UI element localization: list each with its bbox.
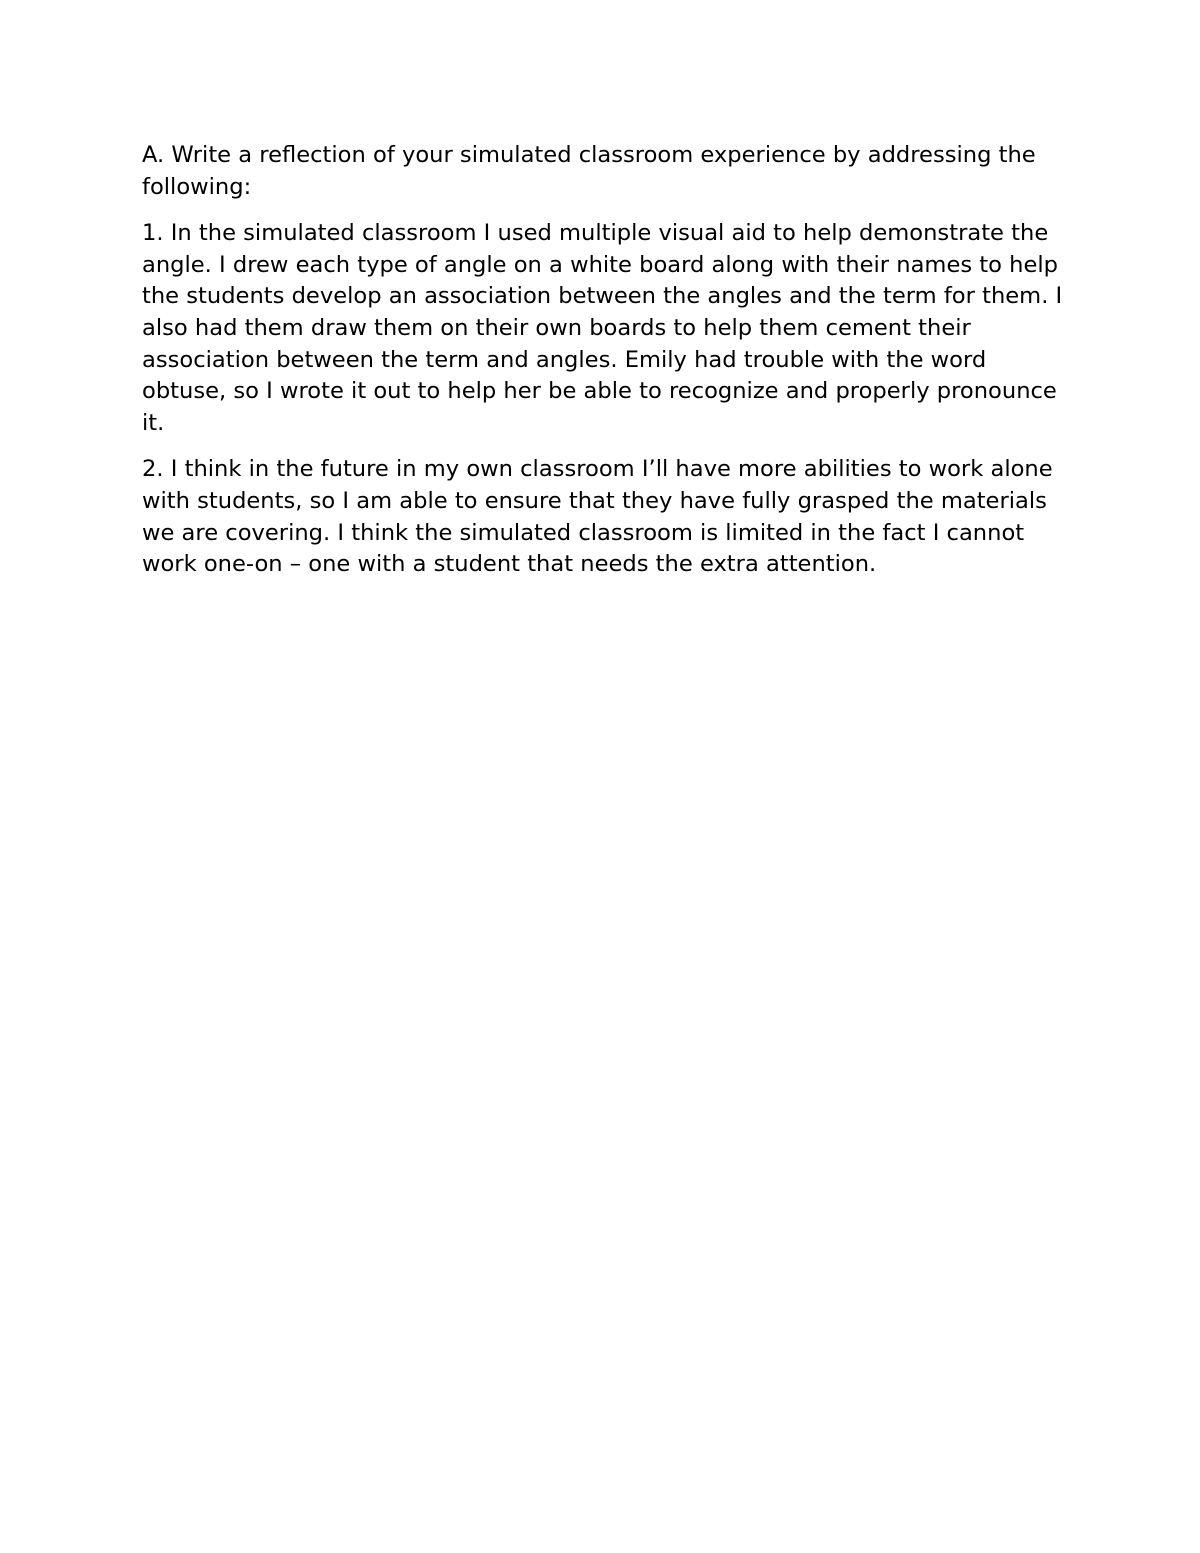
prompt-heading: A. Write a reflection of your simulated classroom experience by addressing the following:	[142, 142, 1036, 200]
answer-2: 2. I think in the future in my own classroom I’ll have more abilities to work alone with students, so I am able to ensure that they have fully grasped the materials we are covering. I think the simulated classroom is limited in the fact I cannot work one-on – one with a student that needs the extra attention.	[142, 456, 1053, 578]
document-body	[142, 140, 1067, 596]
answer-1: 1. In the simulated classroom I used multiple visual aid to help demonstrate the angle. I drew each type of angle on a white board along with their names to help the students develop an association between the angles and the term for them. I also had them draw them on their own boards to help them cement their association between the term and angles. Emily had trouble with the word obtuse, so I wrote it out to help her be able to recognize and properly pronounce it.	[142, 220, 1063, 436]
